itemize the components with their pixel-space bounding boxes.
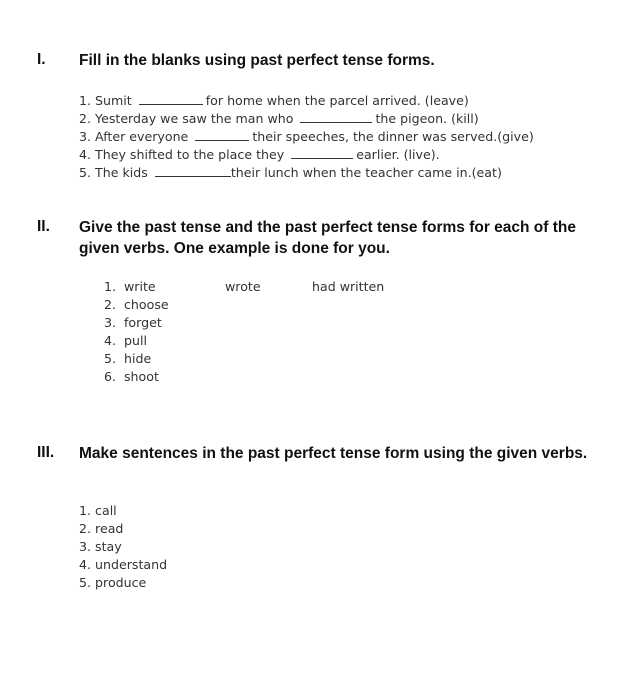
answer-blank[interactable] bbox=[195, 129, 249, 141]
verb-item: 4. understand bbox=[79, 557, 168, 572]
fill-blank-item: 1. Sumit for home when the parcel arrived. (leave) bbox=[79, 93, 469, 108]
answer-blank[interactable] bbox=[300, 111, 372, 123]
verb-row: 1. write wrote had written bbox=[104, 279, 385, 294]
verb-row: 6. shoot bbox=[104, 369, 159, 384]
verb: write bbox=[124, 279, 156, 294]
answer-blank[interactable] bbox=[155, 165, 231, 177]
verb-row: 3. forget bbox=[104, 315, 162, 330]
verb-item: 5. produce bbox=[79, 575, 147, 590]
verb-row: 4. pull bbox=[104, 333, 147, 348]
fill-blank-item: 4. They shifted to the place they earlier. (live). bbox=[79, 147, 440, 162]
section-2-numeral: II. bbox=[37, 218, 50, 235]
verb-item: 2. read bbox=[79, 521, 124, 536]
section-3-numeral: III. bbox=[37, 444, 55, 461]
verb: pull bbox=[124, 333, 147, 348]
verb: forget bbox=[124, 315, 162, 330]
section-2-list bbox=[104, 278, 384, 386]
verb: choose bbox=[124, 297, 169, 312]
answer-blank[interactable] bbox=[139, 93, 203, 105]
verb-item: 1. call bbox=[79, 503, 117, 518]
verb-row: 2. choose bbox=[104, 297, 169, 312]
section-3-title: Make sentences in the past perfect tense form using the given verbs. bbox=[79, 445, 588, 462]
section-2-title: Give the past tense and the past perfect tense forms for each of the given verbs. One example is done for you. bbox=[79, 219, 576, 257]
fill-blank-item: 3. After everyone their speeches, the dinner was served.(give) bbox=[79, 129, 534, 144]
past-form: wrote bbox=[225, 279, 261, 294]
verb: hide bbox=[124, 351, 152, 366]
fill-blank-item: 2. Yesterday we saw the man who the pigeon. (kill) bbox=[79, 111, 479, 126]
fill-blank-item: 5. The kids their lunch when the teacher came in.(eat) bbox=[79, 165, 502, 180]
verb: shoot bbox=[124, 369, 159, 384]
verb-item: 3. stay bbox=[79, 539, 122, 554]
section-1-title: Fill in the blanks using past perfect tense forms. bbox=[79, 52, 435, 69]
past-perfect-form: had written bbox=[312, 279, 385, 294]
verb-row: 5. hide bbox=[104, 351, 152, 366]
section-1-list bbox=[79, 92, 534, 182]
section-1-numeral: I. bbox=[37, 51, 46, 68]
section-3-list bbox=[79, 502, 167, 592]
answer-blank[interactable] bbox=[291, 147, 353, 159]
